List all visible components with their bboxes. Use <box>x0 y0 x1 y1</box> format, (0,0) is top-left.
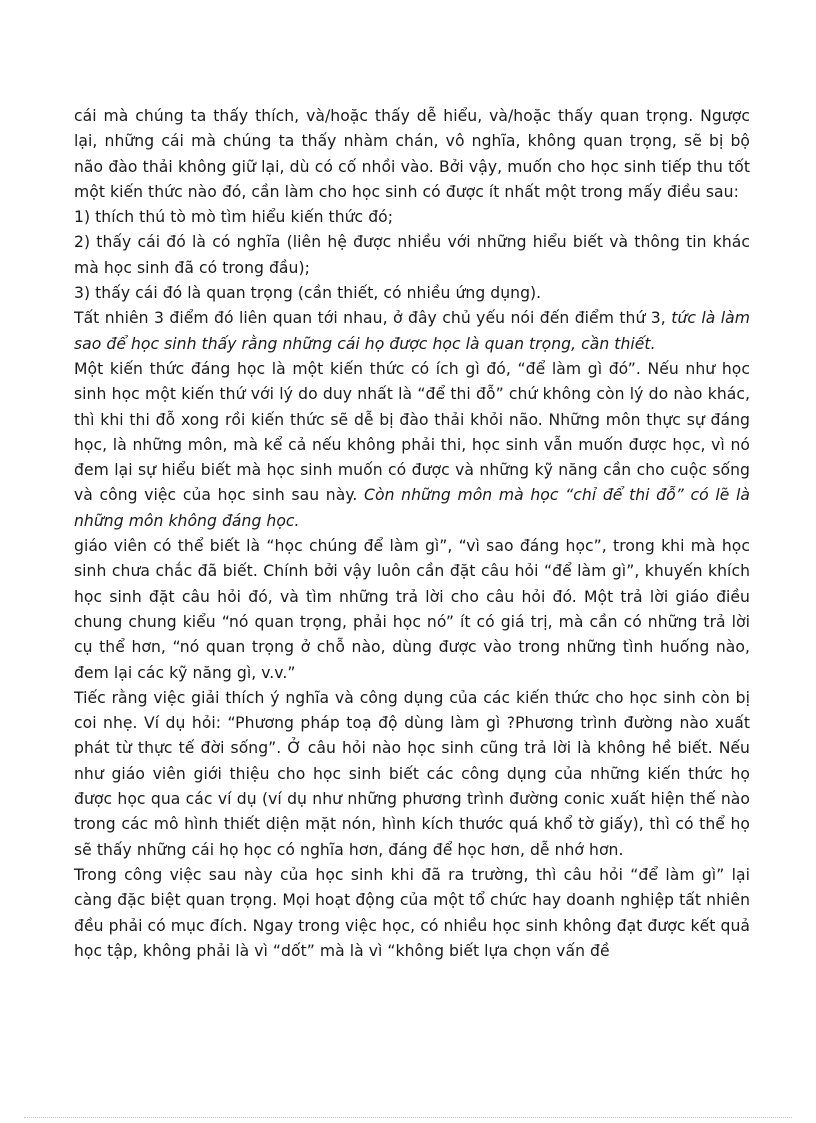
document-body <box>74 104 750 964</box>
paragraph <box>74 686 750 863</box>
paragraph-text: 3) thấy cái đó là quan trọng (cần thiết, có nhiều ứng dụng). <box>74 284 542 303</box>
paragraph <box>74 281 750 306</box>
paragraph <box>74 306 750 357</box>
paragraph-text: Trong công việc sau này của học sinh khi đã ra trường, thì câu hỏi “để làm gì” lại càng đặc biệt quan trọng. Mọi hoạt động của một tổ chức hay doanh nghiệp tất nhiên đều phải có mục đích. Ngay trong việc học, có nhiều học sinh không đạt được kết quả học tập, không phải là vì “dốt” mà là vì “không biết lựa chọn vấn đề <box>74 865 750 960</box>
page-bottom-divider <box>24 1117 792 1118</box>
paragraph <box>74 357 750 534</box>
paragraph <box>74 104 750 205</box>
paragraph-text: 1) thích thú tò mò tìm hiểu kiến thức đó; <box>74 208 394 227</box>
paragraph-text: Tất nhiên 3 điểm đó liên quan tới nhau, ở đây chủ yếu nói đến điểm thứ 3, <box>74 309 672 328</box>
paragraph-text: Tiếc rằng việc giải thích ý nghĩa và công dụng của các kiến thức cho học sinh còn bị coi nhẹ. Ví dụ hỏi: “Phương pháp toạ độ dùng làm gì ?Phương trình đường nào xuất phát từ thực tế đời sống”. Ở câu hỏi nào học sinh cũng trả lời là không hề biết. Nếu như giáo viên giới thiệu cho học sinh biết các công dụng của những kiến thức họ được học qua các ví dụ (ví dụ như những phương trình đường conic xuất hiện thế nào trong các mô hình thiết diện mặt nón, hình kích thước quá khổ tờ giấy), thì có thể họ sẽ thấy những cái họ học có nghĩa hơn, đáng để học hơn, dễ nhớ hơn. <box>74 688 750 859</box>
paragraph-text: cái mà chúng ta thấy thích, và/hoặc thấy dễ hiểu, và/hoặc thấy quan trọng. Ngược lại, những cái mà chúng ta thấy nhàm chán, vô nghĩa, không quan trọng, sẽ bị bộ não đào thải không giữ lại, dù có cố nhồi vào. Bởi vậy, muốn cho học sinh tiếp thu tốt một kiến thức nào đó, cần làm cho học sinh có được ít nhất một trong mấy điều sau: <box>74 107 750 201</box>
paragraph <box>74 230 750 281</box>
paragraph <box>74 205 750 230</box>
emphasized-text: tức là làm sao để học sinh thấy rằng những cái họ được học là quan trọng, cần thiết. <box>74 309 750 353</box>
emphasized-text: Còn những môn mà học “chỉ để thi đỗ” có lẽ là những môn không đáng học. <box>74 486 750 530</box>
paragraph-text: 2) thấy cái đó là có nghĩa (liên hệ được nhiều với những hiểu biết và thông tin khác mà học sinh đã có trong đầu); <box>74 233 750 277</box>
paragraph <box>74 863 750 964</box>
paragraph-text: giáo viên có thể biết là “học chúng để làm gì”, “vì sao đáng học”, trong khi mà học sinh chưa chắc đã biết. Chính bởi vậy luôn cần đặt câu hỏi “để làm gì”, khuyến khích học sinh đặt câu hỏi đó, và tìm những trả lời cho câu hỏi đó. Một trả lời giáo điều chung chung kiểu “nó quan trọng, phải học nó” ít có giá trị, mà cần có những trả lời cụ thể hơn, “nó quan trọng ở chỗ nào, dùng được vào trong những tình huống nào, đem lại các kỹ năng gì, v.v.” <box>74 537 750 682</box>
paragraph-text: Một kiến thức đáng học là một kiến thức có ích gì đó, “để làm gì đó”. Nếu như học sinh học một kiến thứ với lý do duy nhất là “để thi đỗ” chứ không còn lý do nào khác, thì khi thi đỗ xong rồi kiến thức sẽ dễ bị đào thải khỏi não. Những môn thực sự đáng học, là những môn, mà kể cả nếu không phải thi, học sinh vẫn muốn được học, vì nó đem lại sự hiểu biết mà học sinh muốn có được và những kỹ năng cần cho cuộc sống và công việc của học sinh sau này. <box>74 359 750 505</box>
paragraph <box>74 534 750 686</box>
